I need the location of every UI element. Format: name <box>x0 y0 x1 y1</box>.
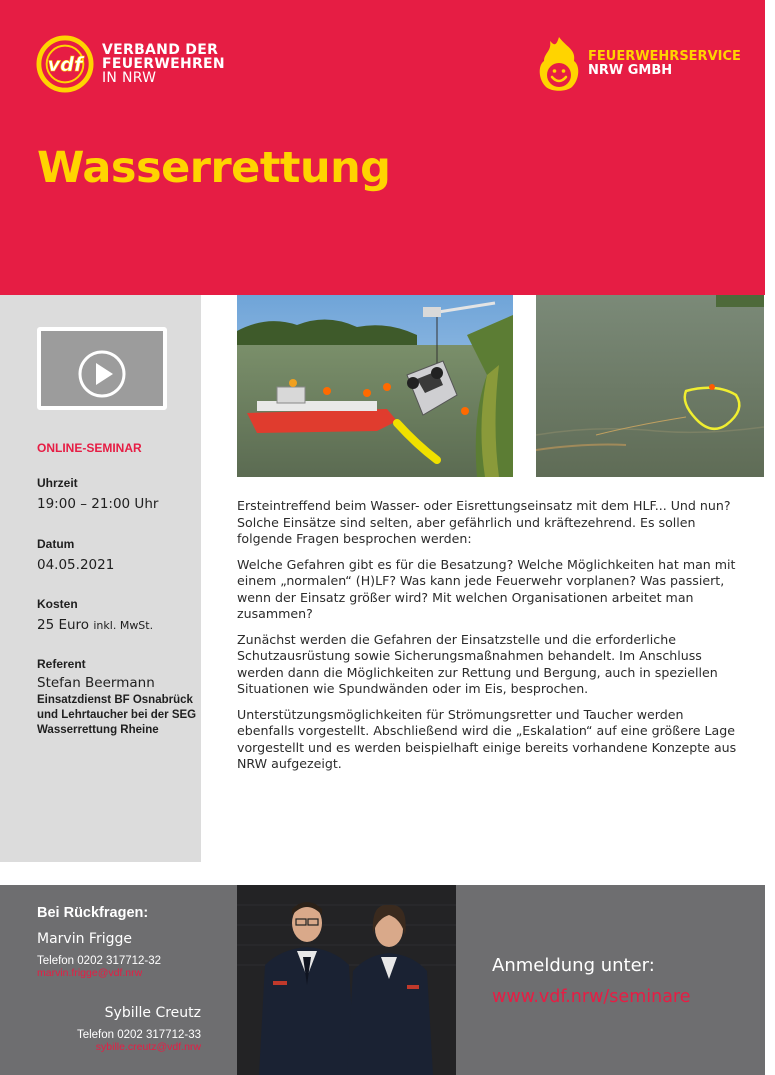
vdf-logo-mark <box>36 35 94 93</box>
registration-link[interactable]: www.vdf.nrw/seminare <box>492 987 691 1007</box>
description-paragraph: Ersteintreffend beim Wasser- oder Eisrettungseinsatz mit dem HLF... Und nun? Solche Einsätze sind selten, aber gefährlich und kräftezehrend. Es sollen folgende Fragen besprochen werden: <box>237 498 731 546</box>
header-banner <box>0 0 765 295</box>
contact2-phone[interactable]: Telefon 0202 317712-33 <box>76 1029 201 1041</box>
flame-face-icon <box>536 35 582 93</box>
cost-note: inkl. MwSt. <box>93 619 154 632</box>
contact-persons-image <box>237 885 456 1075</box>
vdf-line1: VERBAND DER <box>102 42 219 58</box>
contact-block-2 <box>37 1005 201 1053</box>
date-block <box>37 537 202 573</box>
vdf-line2: FEUERWEHREN <box>102 56 225 72</box>
photo-river-boom <box>536 295 764 477</box>
contact1-name: Marvin Frigge <box>37 931 132 947</box>
video-thumbnail[interactable] <box>37 327 167 410</box>
date-value: 04.05.2021 <box>37 557 115 573</box>
vdf-logo-text <box>102 43 225 85</box>
speaker-block <box>37 657 202 738</box>
seminar-description <box>237 498 737 782</box>
vdf-line3: IN NRW <box>102 70 157 86</box>
svg-text:vdf: vdf <box>47 52 83 76</box>
contact-persons-photo <box>237 885 456 1075</box>
time-value: 19:00 – 21:00 Uhr <box>37 496 159 512</box>
photo-river-boom-image <box>536 295 764 477</box>
description-paragraph: Zunächst werden die Gefahren der Einsatzstelle und die erforderliche Schutzausrüstung sowie Sicherungsmaßnahmen behandelt. Im Anschluss werden dann die Möglichkeiten zur Rettung und Bergung, auch in speziellen Situationen wie Spundwänden oder im Eis, besprochen. <box>237 631 718 696</box>
seminar-info-sidebar <box>0 295 201 862</box>
seminar-type: ONLINE-SEMINAR <box>37 441 142 455</box>
speaker-name: Stefan Beermann <box>37 675 155 691</box>
speaker-label: Referent <box>37 657 86 671</box>
seminar-type-block <box>37 441 202 455</box>
contact2-email[interactable]: sybille.creutz@vdf.nrw <box>95 1041 201 1053</box>
fws-line2: NRW GMBH <box>588 63 673 78</box>
feuerwehrservice-text <box>588 50 741 78</box>
feuerwehrservice-logo[interactable] <box>536 35 741 93</box>
registration-label: Anmeldung unter: <box>492 955 655 976</box>
contact1-email[interactable]: marvin.frigge@vdf.nrw <box>37 967 143 979</box>
cost-line <box>37 617 202 633</box>
cost-value: 25 Euro <box>37 617 90 633</box>
contact-block-1 <box>37 905 207 979</box>
description-paragraph: Welche Gefahren gibt es für die Besatzung? Welche Möglichkeiten hat man mit einem „normalen“ (H)LF? Was kann jede Feuerwehr vorplanen? Was passiert, wenn der Einsatz größer wird? Mit welchen Organisationen arbeitet man zusammen? <box>237 556 736 621</box>
fws-line1: FEUERWEHRSERVICE <box>588 49 741 64</box>
contact1-phone[interactable]: Telefon 0202 317712-32 <box>37 955 162 967</box>
cost-label: Kosten <box>37 597 78 611</box>
time-block <box>37 476 202 512</box>
questions-label: Bei Rückfragen: <box>37 905 149 921</box>
play-icon[interactable] <box>77 349 127 399</box>
date-label: Datum <box>37 537 75 551</box>
photo-car-recovery-image <box>237 295 513 477</box>
time-label: Uhrzeit <box>37 476 78 490</box>
vdf-logo[interactable] <box>36 35 225 93</box>
speaker-info: Einsatzdienst BF Osnabrück und Lehrtaucher bei der SEG Wasserrettung Rheine <box>37 694 197 736</box>
page-title: Wasserrettung <box>37 143 391 193</box>
contact2-name: Sybille Creutz <box>104 1005 201 1021</box>
photo-car-recovery <box>237 295 513 477</box>
cost-block <box>37 597 202 633</box>
description-paragraph: Unterstützungsmöglichkeiten für Strömungsretter und Taucher werden ebenfalls vorgestellt. Abschließend wird die „Eskalation“ auf eine größere Lage vorgestellt und es werden beispielhaft einige bereits vorhandene Konzepte aus NRW aufgezeigt. <box>237 706 737 771</box>
